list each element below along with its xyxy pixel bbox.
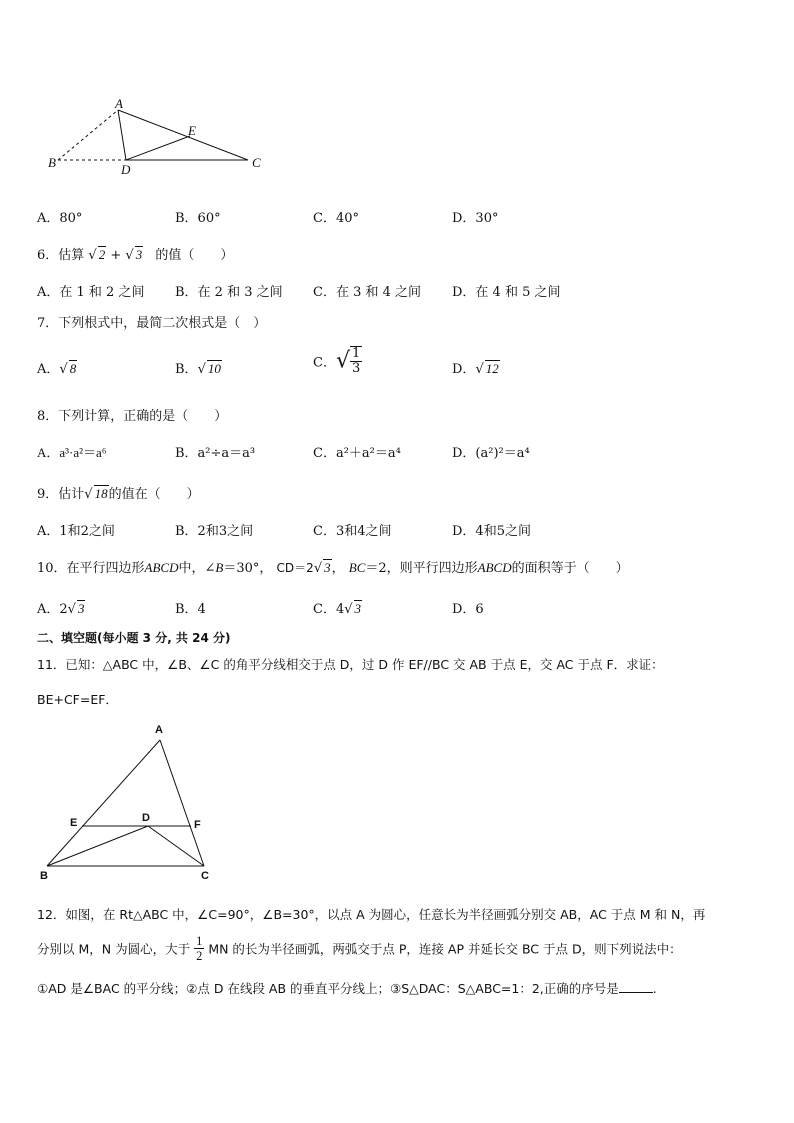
q9-option-a: A．1和2之间: [37, 524, 115, 539]
fig1-label-e: E: [188, 123, 196, 138]
q6-option-a: A．在 1 和 2 之间: [37, 285, 145, 300]
fig1-label-d: D: [121, 162, 131, 177]
q7-option-b: B．√ 10: [175, 361, 221, 377]
sqrt-8: √ 8: [59, 361, 77, 377]
q12-line3: ①AD 是∠BAC 的平分线；②点 D 在线段 AB 的垂直平分线上；③S△DAC：S△ABC=1：2,正确的序号是 .: [37, 981, 657, 996]
q7-stem: 7．下列根式中，最简二次根式是（ ）: [37, 316, 267, 331]
fig1-label-b: B: [48, 155, 56, 170]
q7-option-d: D．√ 12: [452, 361, 499, 377]
fraction-one-third: $\frac{1}{3}$: [351, 346, 361, 376]
sqrt-2: √ 2: [88, 247, 106, 263]
section-title: 二、填空题(每小题 3 分, 共 24 分): [37, 631, 231, 645]
q12-line2: 分别以 M，N 为圆心，大于 $\frac{1}{2}$ MN 的长为半径画弧，两弧交于点 P，连接 AP 并延长交 BC 于点 D，则下列说法中：: [37, 934, 682, 963]
q5-option-a: A．80°: [37, 211, 83, 226]
fig2-label-b: B: [40, 870, 48, 882]
q6-option-c: C．在 3 和 4 之间: [313, 285, 422, 300]
fraction-one-half: $\frac{1}{2}$: [196, 934, 203, 963]
fig2-label-e: E: [70, 817, 78, 829]
q6-option-b: B．在 2 和 3 之间: [175, 285, 283, 300]
sqrt-3-c: √ 3: [344, 601, 362, 617]
q5-option-d: D．30°: [452, 211, 499, 226]
segment-ac: [118, 110, 248, 160]
fig1-label-c: C: [252, 155, 261, 170]
segment-ad: [118, 110, 126, 160]
fig1-label-a: A: [115, 96, 123, 111]
q8-option-c: C．a²＋a²＝a⁴: [313, 446, 401, 461]
q7-option-a: A．√ 8: [37, 361, 77, 377]
q8-option-b: B．a²÷a＝a³: [175, 446, 256, 461]
segment-ac: [160, 740, 204, 866]
triangle-figure-2: [40, 728, 220, 878]
q12-line1: 12．如图，在 Rt△ABC 中，∠C=90°，∠B=30°，以点 A 为圆心，任意长为半径画弧分别交 AB，AC 于点 M 和 N，再: [37, 907, 706, 922]
fig2-label-d: D: [142, 812, 150, 824]
q5-option-b: B．60°: [175, 211, 221, 226]
segment-cd: [148, 826, 204, 866]
q10-option-c: C．4√ 3: [313, 601, 362, 617]
q10-option-b: B．4: [175, 602, 206, 617]
sqrt-3-a: √ 3: [67, 601, 85, 617]
sqrt-3-cd: √ 3: [313, 560, 331, 576]
q6-stem-prefix: 6．估算: [37, 248, 85, 263]
sqrt-18: √ 18: [84, 486, 108, 502]
q9-stem: 9．估计√ 18的值在（ ）: [37, 486, 200, 502]
q11-line2: BE+CF=EF．: [37, 692, 118, 707]
q6-stem: [37, 244, 233, 263]
fig2-label-a: A: [155, 724, 163, 736]
sqrt-10: √ 10: [197, 361, 221, 377]
fig2-label-f: F: [194, 819, 201, 831]
q11-line1: 11．已知：△ABC 中，∠B、∠C 的角平分线相交于点 D，过 D 作 EF//BC 交 AB 于点 E，交 AC 于点 F．求证：: [37, 657, 664, 672]
q9-option-c: C．3和4之间: [313, 524, 392, 539]
sqrt-12: √ 12: [475, 361, 499, 377]
q6-option-d: D．在 4 和 5 之间: [452, 285, 561, 300]
q9-option-d: D．4和5之间: [452, 524, 531, 539]
q10-option-d: D．6: [452, 602, 484, 617]
segment-de: [126, 136, 190, 160]
sqrt-3: √ 3: [125, 247, 143, 263]
triangle-figure-1: [40, 92, 280, 182]
q10-option-a: A．2√ 3: [37, 601, 85, 617]
q9-option-b: B．2和3之间: [175, 524, 254, 539]
answer-blank[interactable]: [619, 980, 653, 993]
q8-option-d: D．(a²)²＝a⁴: [452, 446, 530, 461]
q8-stem: 8．下列计算，正确的是（ ）: [37, 409, 228, 424]
dashed-segment-ba: [58, 110, 118, 160]
q7-option-c: C．√ $\frac{1}{3}$: [313, 346, 361, 376]
q5-option-c: C．40°: [313, 211, 359, 226]
segment-bd: [47, 826, 148, 866]
fig2-label-c: C: [201, 870, 209, 882]
q6-stem-suffix: 的值（ ）: [155, 248, 234, 263]
q8-option-a: A．a³·a²＝a⁶: [37, 445, 107, 460]
segment-ab: [47, 740, 160, 866]
q10-stem: 10．在平行四边形ABCD中，∠B＝30°， CD＝2√ 3， BC＝2，则平行四边形ABCD的面积等于（ ）: [37, 560, 629, 576]
q6-plus: +: [110, 248, 122, 263]
